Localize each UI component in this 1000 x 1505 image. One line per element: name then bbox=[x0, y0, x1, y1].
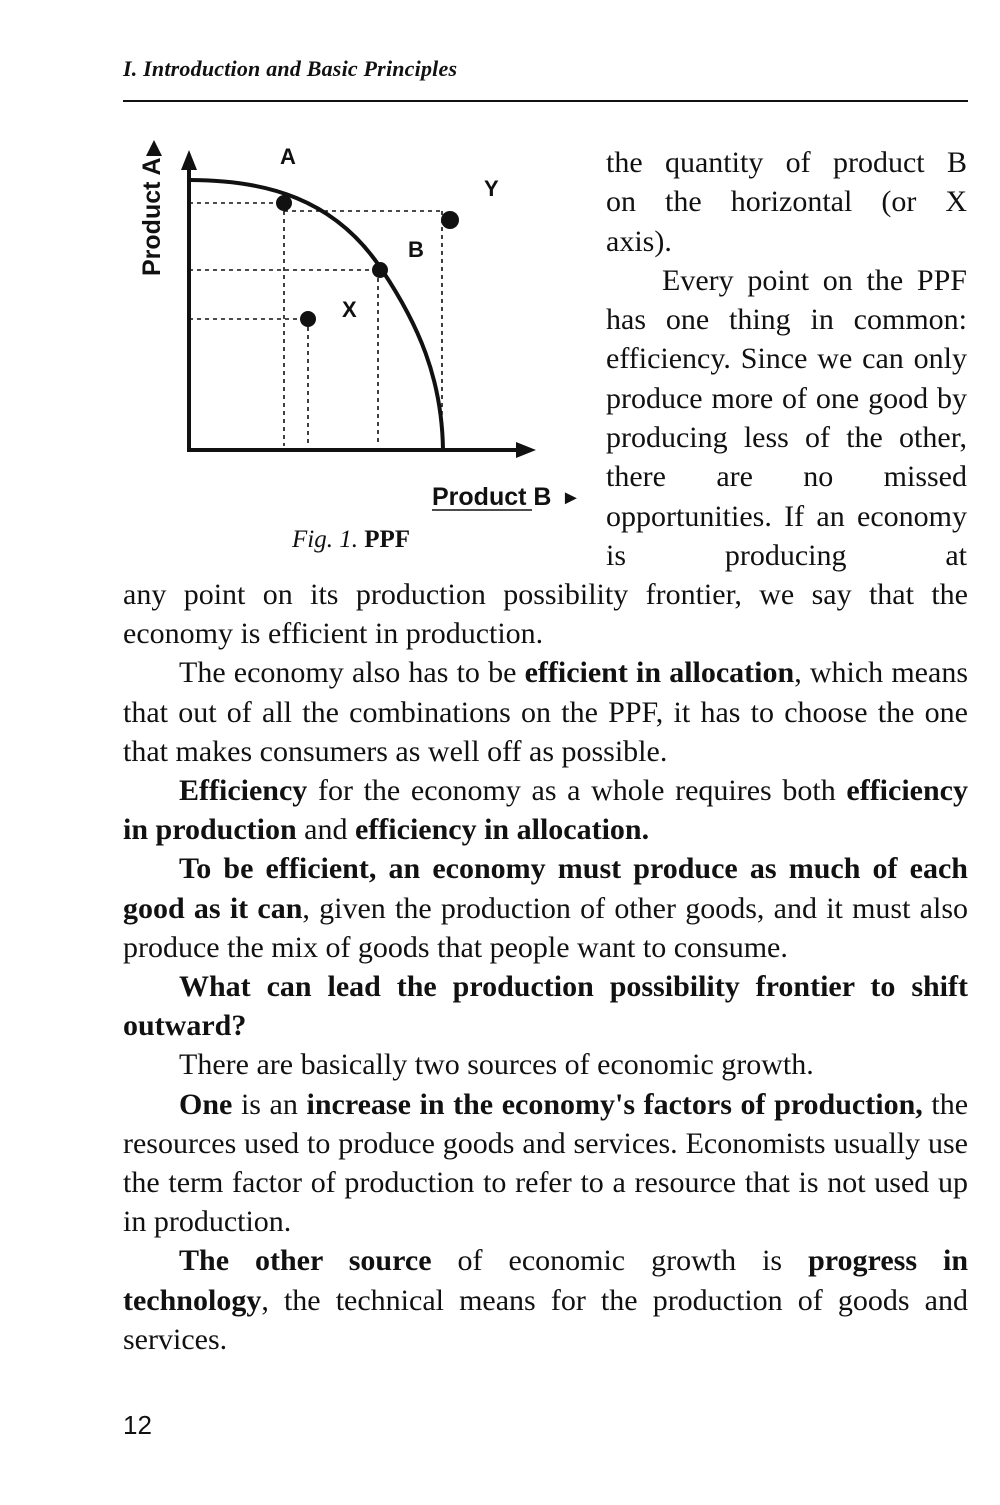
figure-caption-number: Fig. 1. bbox=[292, 526, 358, 553]
p3-bold-c: efficiency in production bbox=[123, 774, 968, 847]
paragraph-8 bbox=[123, 1241, 968, 1359]
figure-caption-title: PPF bbox=[364, 526, 411, 553]
label-x: X bbox=[342, 297, 357, 322]
p5-bold: What can lead the production possibility frontier to shift outward? bbox=[123, 970, 968, 1043]
paragraph-7 bbox=[123, 1085, 968, 1242]
point-a bbox=[276, 195, 292, 211]
p7-text-b: is an bbox=[232, 1087, 307, 1121]
right-line-2: on the horizontal (or X bbox=[606, 185, 967, 219]
ppf-curve bbox=[189, 180, 443, 450]
p3-bold-f: . bbox=[641, 813, 650, 847]
running-header: I. Introduction and Basic Principles bbox=[123, 56, 458, 81]
right-paragraph: Every point on the PPF has one thing in common: efficiency. Since we can only produce more of one good by producing less of the other, there are no missed opportunities. If an economy is producing at bbox=[606, 263, 967, 572]
p2-text-a: The economy also has to be bbox=[179, 656, 525, 690]
y-axis-label: Product A bbox=[138, 157, 166, 276]
body-text bbox=[123, 575, 968, 1359]
paragraph-1: any point on its production possibility frontier, we say that the economy is efficient in production. bbox=[123, 578, 968, 651]
p2-text-c: , which means that out of all the combinations on the PPF, it has to choose the one that makes consumers as well off as possible. bbox=[123, 656, 968, 768]
p8-text-b: of economic growth is bbox=[431, 1244, 809, 1278]
p4-bold: To be efficient, an economy must produce as much of each good as it can bbox=[123, 852, 968, 925]
paragraph-6: There are basically two sources of economic growth. bbox=[179, 1048, 814, 1082]
point-x bbox=[300, 311, 316, 327]
y-axis-arrowhead bbox=[181, 150, 197, 170]
paragraph-5-question bbox=[123, 967, 968, 1045]
x-axis-label: Product B bbox=[432, 483, 552, 511]
paragraph-2 bbox=[123, 653, 968, 771]
x-axis-label-arrow: ► bbox=[561, 487, 581, 509]
y-label-arrow bbox=[146, 140, 162, 156]
label-a: A bbox=[280, 144, 296, 169]
ppf-figure bbox=[120, 128, 590, 568]
p3-bold-a: Efficiency bbox=[179, 774, 308, 808]
p7-bold-c: increase in the economy's factors of production, bbox=[306, 1087, 923, 1121]
label-b: B bbox=[408, 237, 424, 262]
header-rule bbox=[123, 100, 968, 102]
p7-bold-a: One bbox=[179, 1087, 233, 1121]
p7-text-d: the resources used to produce goods and services. Economists usually use the term factor of production to refer to a resource that is not used up in production. bbox=[123, 1087, 969, 1239]
point-b bbox=[372, 262, 388, 278]
point-y bbox=[441, 211, 459, 229]
paragraph-4 bbox=[123, 849, 968, 967]
page-number: 12 bbox=[123, 1410, 152, 1440]
p8-bold-c: progress in technology bbox=[123, 1244, 968, 1317]
guide-lines bbox=[189, 203, 442, 446]
p3-text-d: and bbox=[296, 813, 355, 847]
p3-bold-e: efficiency in allocation bbox=[355, 813, 642, 847]
p2-bold: efficient in allocation bbox=[524, 656, 795, 690]
p8-text-d: , the technical means for the production of goods and services. bbox=[123, 1283, 968, 1356]
right-column-text bbox=[606, 143, 967, 575]
ppf-diagram bbox=[120, 128, 590, 568]
figure-caption bbox=[292, 526, 410, 554]
p8-bold-a: The other source bbox=[179, 1244, 432, 1278]
p3-text-b: for the economy as a whole requires both bbox=[307, 774, 847, 808]
x-axis-arrowhead bbox=[516, 442, 536, 458]
paragraph-3 bbox=[123, 771, 968, 849]
label-y: Y bbox=[484, 176, 499, 201]
p4-text-b: , given the production of other goods, and it must also produce the mix of goods that people want to consume. bbox=[123, 891, 968, 964]
right-line-3: axis). bbox=[606, 224, 672, 258]
right-line-1: the quantity of product B bbox=[606, 146, 967, 179]
